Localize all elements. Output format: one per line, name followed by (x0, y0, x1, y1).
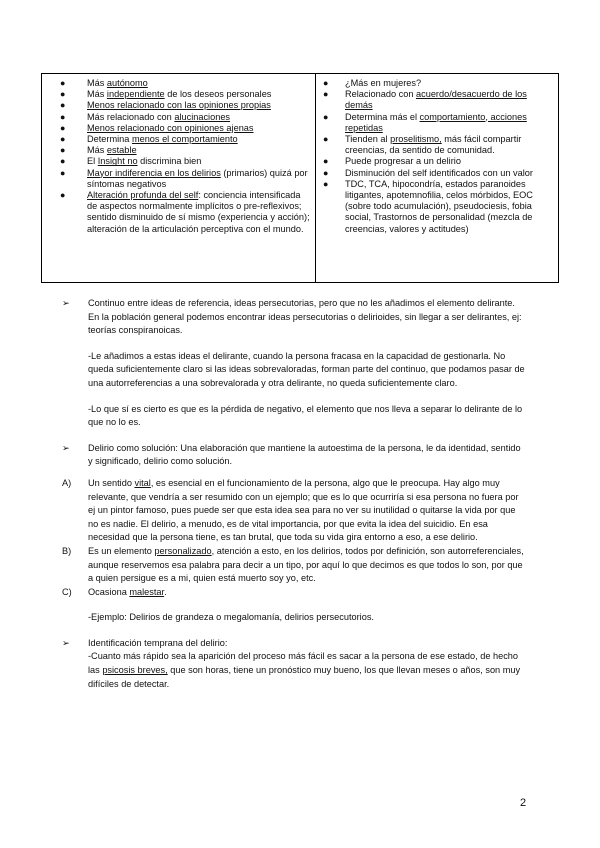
underlined-term: Menos relacionado con opiniones ajenas (87, 122, 254, 133)
list-item: ● Puede progresar a un delirio (323, 156, 461, 167)
underlined-term: proselitismo, (390, 134, 442, 145)
underlined-term: psicosis breves, (102, 665, 168, 676)
list-marker: B) (62, 545, 72, 556)
section-heading: Delirio como solución: Una elaboración que mantiene la autoestima de la persona, le da identidad, sentido y significado, delirio como solución. (88, 442, 521, 467)
list-item-a: A) Un sentido vital, es esencial en el funcionamiento de la persona, algo que le preocupa. Hay algo muy relevante, que vendría a ser resumido con un ejemplo; que es lo que ocurriría si esa persona no fuera por ej un pintor famoso, pues puede ser que esta idea sea para no ver su inutilidad o quitarse la vida por que no es nadie. El delirio, a menudo, es de vital importancia, por que evita la idea del suicidio. En esa necesidad que la persona tiene, es tan brutal, que toda su vida gira entorno a eso, a ese delirio. (62, 477, 519, 543)
underlined-term: Insight no (97, 156, 138, 167)
bullet-icon: ● (323, 178, 329, 189)
underlined-term: autónomo (106, 78, 148, 88)
paragraph: -Cuanto más rápido sea la aparición del proceso más fácil es sacar a la persona de ese estado, de hecho las psicosis breves, que son horas, tiene un pronóstico muy bueno, los que llevan meses o años, son muy difíciles de detectar. (88, 651, 521, 689)
section-heading: Continuo entre ideas de referencia, ideas persecutorias, pero que no les añadimos el elemento delirante. En la población general podemos encontrar ideas persecutorias o delirioides, sin llegar a ser delirantes, ej: teorías conspiranoicas. (88, 298, 522, 336)
section-identificacion (62, 637, 526, 651)
underlined-term: independiente (106, 89, 165, 100)
list-item: ● Relacionado con acuerdo/desacuerdo de los demás (323, 89, 527, 111)
list-item: ● Más relacionado con alucinaciones (60, 111, 231, 122)
bullet-icon: ● (60, 122, 66, 133)
bullet-icon: ● (60, 134, 66, 145)
list-item: ● Más independiente de los deseos personales (60, 89, 272, 100)
bullet-icon: ● (323, 78, 329, 88)
underlined-term: Alteración profunda del self (87, 190, 199, 201)
underlined-term: Mayor indiferencia en los delirios (87, 167, 221, 178)
bullet-icon: ● (323, 134, 329, 145)
list-item-b: B) Es un elemento personalizado, atención a esto, en los delirios, todos por definición, son autorreferenciales, aunque reservemos esa palabra para decir a un tipo, por aquí lo que decimos es que todos lo son, por que a quien persigue es a mi, quien está muerto soy yo, etc. (62, 545, 524, 584)
list-item (46, 100, 311, 111)
bullet-icon: ● (60, 78, 66, 88)
list-item (46, 123, 311, 134)
list-item: ● Más estable (60, 145, 137, 156)
list-item: ● Más autónomo (60, 78, 148, 88)
bullet-icon: ● (323, 156, 329, 167)
list-item: ● Mayor indiferencia en los delirios (primarios) quizá por síntomas negativos (60, 167, 308, 189)
table-right-column (316, 74, 558, 282)
section-continuo (62, 297, 526, 338)
underlined-term: acuerdo/desacuerdo de los demás (345, 89, 527, 111)
table-left-column (42, 74, 316, 282)
list-marker: A) (62, 477, 72, 488)
list-marker: C) (62, 586, 72, 597)
list-item: ● Tienden al proselitismo, más fácil compartir creencias, da sentido de comunidad. (323, 134, 522, 156)
right-bullet-list (320, 78, 554, 235)
underlined-term: comportamiento, acciones repetidas (345, 111, 527, 133)
bullet-icon: ● (60, 167, 66, 178)
arrow-bullet-icon: ➢ (62, 442, 70, 453)
comparison-table (41, 73, 559, 283)
arrow-bullet-icon: ➢ (62, 298, 70, 308)
list-item: ● Alteración profunda del self: conciencia intensificada de aspectos normalmente implícitos o pre-reflexivos; sentido disminuido de sí mismo (experiencia y acción); alteración de la articulación perceptiva con el mundo. (60, 190, 310, 234)
list-item: ● El Insight no discrimina bien (60, 156, 202, 167)
list-item: ● Determina más el comportamiento, acciones repetidas (323, 111, 527, 133)
underlined-term: malestar (129, 586, 165, 597)
bullet-icon: ● (323, 89, 329, 100)
list-item-c: C) Ocasiona malestar. (88, 586, 526, 600)
list-item: ● TDC, TCA, hipocondría, estados paranoides litigantes, apotemnofilia, celos mórbidos, EOC (sobre todo acumulación), pseudociesis, fobia social, Trastornos de personalidad (mezcla de creencias, valores y actitudes) (323, 178, 533, 234)
bullet-icon: ● (60, 156, 66, 167)
example-paragraph: -Ejemplo: Delirios de grandeza o megalomanía, delirios persecutorios. (88, 612, 374, 623)
underlined-term: personalizado (154, 545, 212, 556)
bullet-icon: ● (60, 145, 66, 156)
list-item: ● Disminución del self identificados con un valor (323, 167, 533, 178)
page-number: 2 (520, 797, 527, 809)
list-item: ● ¿Más en mujeres? (323, 78, 422, 88)
bullet-icon: ● (60, 100, 66, 111)
underlined-term: menos el comportamiento (131, 134, 238, 145)
bullet-icon: ● (323, 167, 329, 178)
document-body (62, 297, 526, 691)
list-item: ● Determina menos el comportamiento (60, 134, 238, 145)
underlined-term: estable (106, 145, 137, 156)
bullet-icon: ● (60, 190, 66, 201)
section-heading: Identificación temprana del delirio: (88, 637, 228, 648)
underlined-term: alucinaciones (174, 111, 231, 122)
underlined-term: Menos relacionado con las opiniones propias (87, 100, 271, 111)
paragraph: -Le añadimos a estas ideas el delirante, cuando la persona fracasa en la capacidad de gestionarla. No queda suficientemente claro si las ideas sobrevaloradas, forman parte del continuo, que podamos pasar de una autorreferencias a una sobrevalorada y otra delirante, no queda suficientemente claro. (88, 350, 525, 388)
left-bullet-list (46, 78, 311, 235)
bullet-icon: ● (60, 89, 66, 100)
arrow-bullet-icon: ➢ (62, 637, 70, 648)
underlined-term: vital (134, 477, 151, 488)
paragraph: -Lo que sí es cierto es que es la pérdida de negativo, el elemento que nos lleva a separar lo delirante de lo que no lo es. (88, 403, 523, 428)
bullet-icon: ● (323, 111, 329, 122)
section-delirio-solucion (62, 442, 526, 469)
bullet-icon: ● (60, 111, 66, 122)
